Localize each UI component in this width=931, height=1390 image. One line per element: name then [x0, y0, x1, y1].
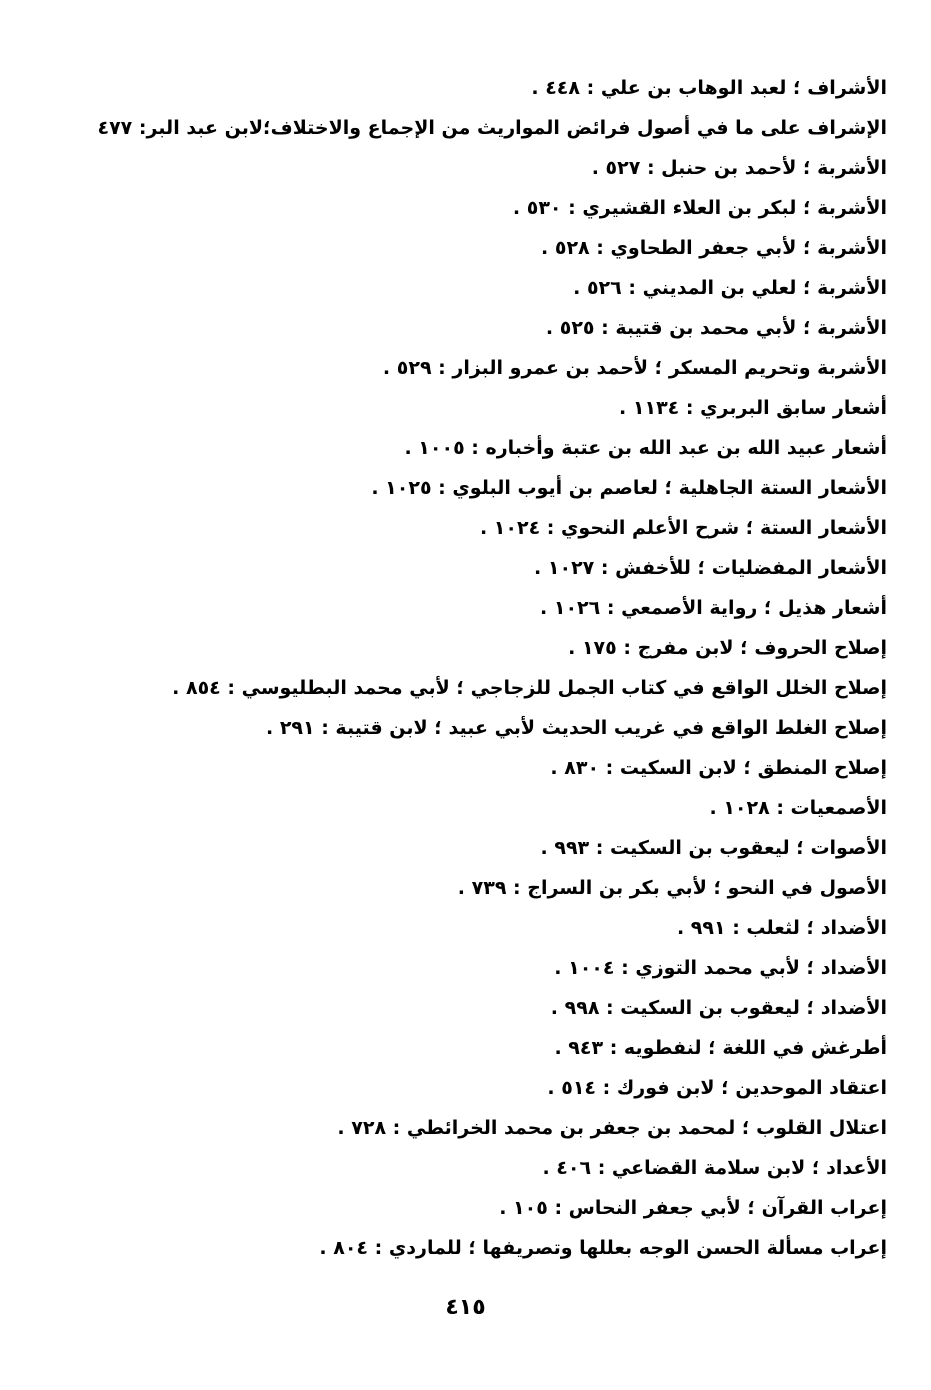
- index-entry-list: [67, 68, 887, 1268]
- page-number: ٤١٥: [445, 1295, 486, 1320]
- index-entry: الأشربة ؛ لأحمد بن حنبل : ٥٢٧ .: [591, 157, 887, 179]
- index-entry: الأصوات ؛ ليعقوب بن السكيت : ٩٩٣ .: [540, 837, 887, 859]
- index-entry: الأشراف ؛ لعبد الوهاب بن علي : ٤٤٨ .: [531, 77, 887, 99]
- index-entry: الأشعار الستة الجاهلية ؛ لعاصم بن أيوب البلوي : ١٠٢٥ .: [371, 477, 887, 499]
- index-entry: الأصول في النحو ؛ لأبي بكر بن السراج : ٧٣٩ .: [457, 877, 887, 899]
- index-entry: الأضداد ؛ ليعقوب بن السكيت : ٩٩٨ .: [550, 997, 887, 1019]
- index-entry: الأشربة ؛ لأبي جعفر الطحاوي : ٥٢٨ .: [541, 237, 887, 259]
- index-entry: أشعار عبيد الله بن عبد الله بن عتبة وأخباره : ١٠٠٥ .: [404, 437, 887, 459]
- index-entry: اعتلال القلوب ؛ لمحمد بن جعفر بن محمد الخرائطي : ٧٢٨ .: [337, 1117, 887, 1139]
- index-entry: الأعداد ؛ لابن سلامة القضاعي : ٤٠٦ .: [542, 1157, 887, 1179]
- index-entry: الأضداد ؛ لثعلب : ٩٩١ .: [676, 917, 887, 939]
- index-entry: أشعار هذيل ؛ رواية الأصمعي : ١٠٢٦ .: [540, 597, 887, 619]
- index-entry: الأشربة وتحريم المسكر ؛ لأحمد بن عمرو البزار : ٥٢٩ .: [382, 357, 887, 379]
- index-entry: الإشراف على ما في أصول فرائض المواريث من الإجماع والاختلاف؛لابن عبد البر: ٤٧٧: [97, 117, 887, 139]
- index-entry: أطرغش في اللغة ؛ لنفطويه : ٩٤٣ .: [554, 1037, 887, 1059]
- index-entry: الأشربة ؛ لبكر بن العلاء القشيري : ٥٣٠ .: [512, 197, 887, 219]
- index-entry: الأضداد ؛ لأبي محمد التوزي : ١٠٠٤ .: [554, 957, 887, 979]
- index-entry: إصلاح الحروف ؛ لابن مفرج : ١٧٥ .: [568, 637, 887, 659]
- index-entry: اعتقاد الموحدين ؛ لابن فورك : ٥١٤ .: [547, 1077, 887, 1099]
- index-entry: أشعار سابق البربري : ١١٣٤ .: [619, 397, 887, 419]
- index-entry: الأشعار المفضليات ؛ للأخفش : ١٠٢٧ .: [534, 557, 887, 579]
- index-entry: إعراب القرآن ؛ لأبي جعفر النحاس : ١٠٥ .: [499, 1197, 887, 1219]
- index-entry: إصلاح الغلط الواقع في غريب الحديث لأبي عبيد ؛ لابن قتيبة : ٢٩١ .: [265, 717, 887, 739]
- index-entry: الأصمعيات : ١٠٢٨ .: [709, 797, 887, 819]
- index-entry: إصلاح الخلل الواقع في كتاب الجمل للزجاجي ؛ لأبي محمد البطليوسي : ٨٥٤ .: [172, 677, 887, 699]
- index-entry: الأشربة ؛ لعلي بن المديني : ٥٢٦ .: [573, 277, 887, 299]
- index-entry: إصلاح المنطق ؛ لابن السكيت : ٨٣٠ .: [550, 757, 887, 779]
- index-entry: إعراب مسألة الحسن الوجه بعللها وتصريفها ؛ للماردي : ٨٠٤ .: [319, 1237, 887, 1259]
- index-entry: الأشربة ؛ لأبي محمد بن قتيبة : ٥٢٥ .: [545, 317, 887, 339]
- index-entry: الأشعار الستة ؛ شرح الأعلم النحوي : ١٠٢٤ .: [479, 517, 887, 539]
